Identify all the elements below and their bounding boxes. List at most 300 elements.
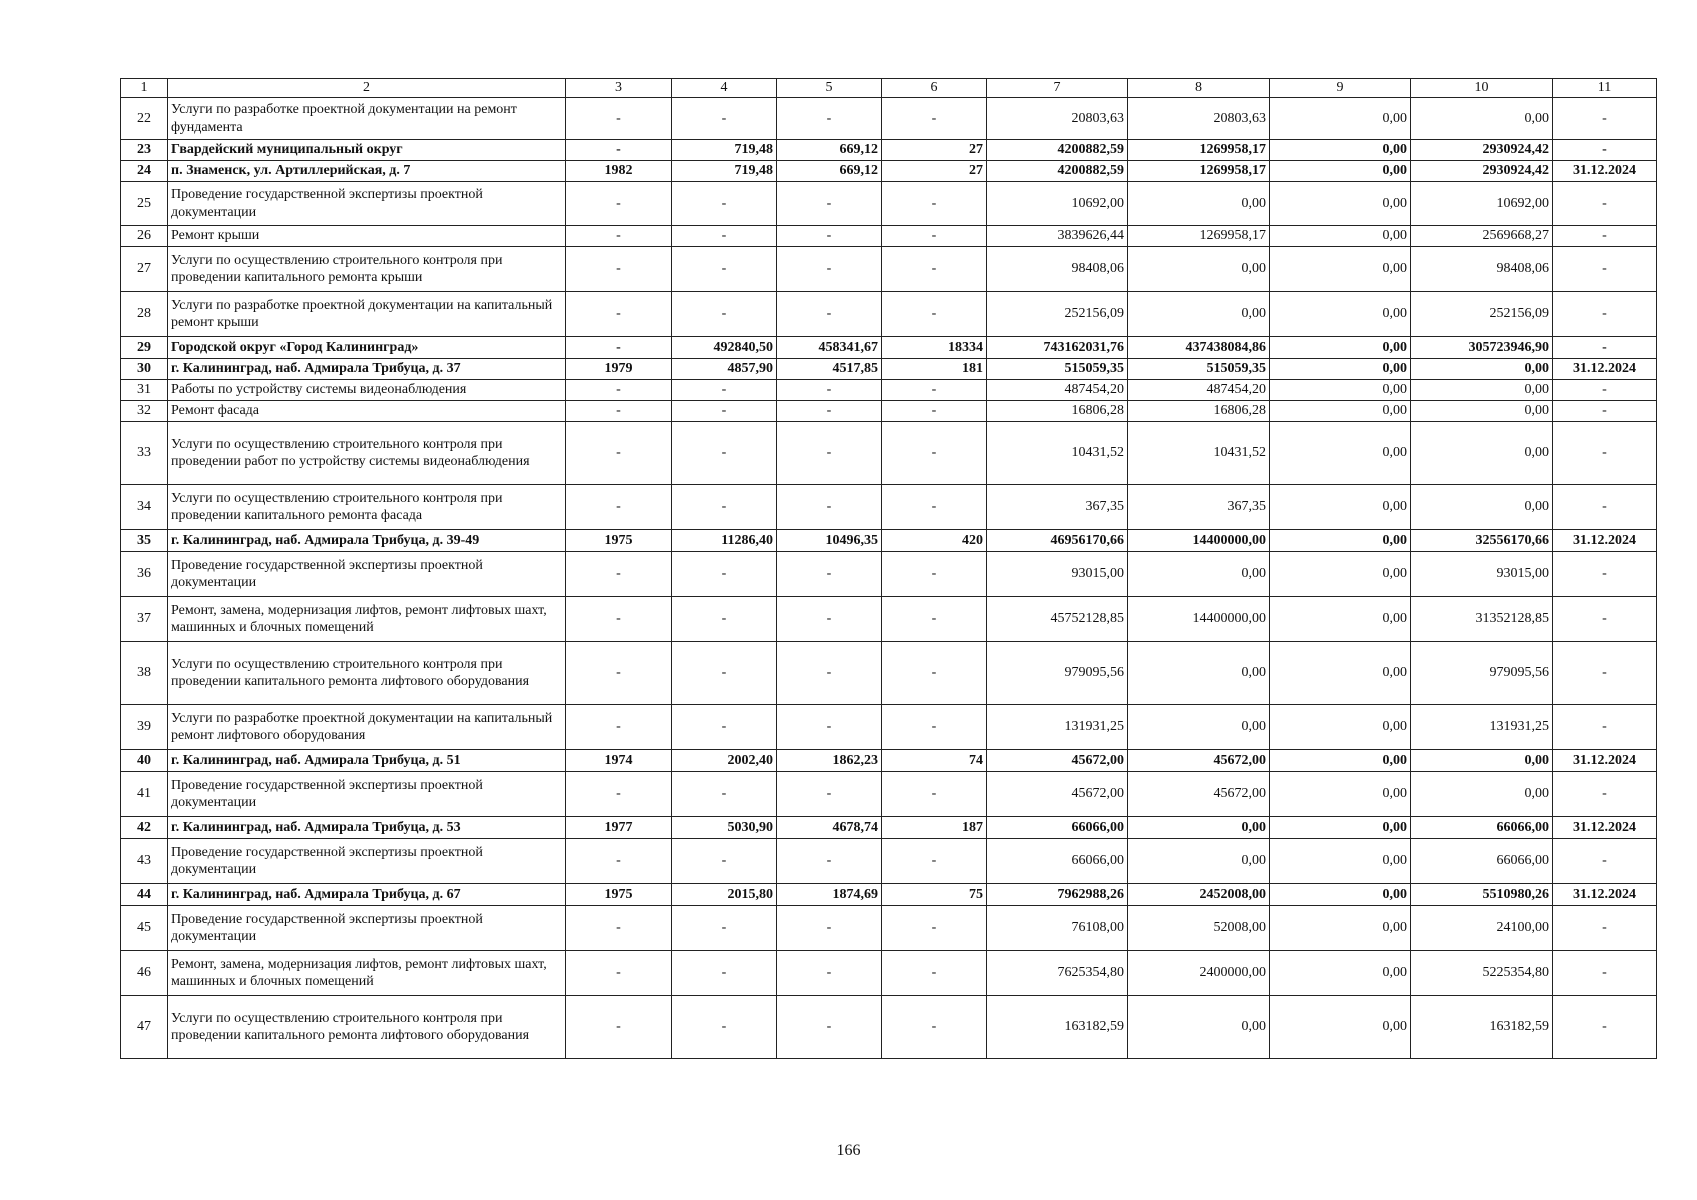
col4-cell: - [672, 597, 777, 642]
col5-cell: - [777, 422, 882, 485]
col8-cell: 437438084,86 [1128, 337, 1270, 359]
col8-cell: 45672,00 [1128, 750, 1270, 772]
row-number-cell: 40 [121, 750, 168, 772]
total-cost-cell: 16806,28 [987, 401, 1128, 422]
col8-cell: 0,00 [1128, 996, 1270, 1059]
col6-cell: 18334 [882, 337, 987, 359]
col6-cell: - [882, 98, 987, 140]
col10-cell: 32556170,66 [1411, 530, 1553, 552]
col9-cell: 0,00 [1270, 530, 1411, 552]
total-cost-cell: 45672,00 [987, 772, 1128, 817]
col8-cell: 52008,00 [1128, 906, 1270, 951]
row-number-cell: 32 [121, 401, 168, 422]
col9-cell: 0,00 [1270, 906, 1411, 951]
year-cell: - [566, 642, 672, 705]
col8-cell: 20803,63 [1128, 98, 1270, 140]
table-row [121, 337, 1657, 359]
col5-cell: 10496,35 [777, 530, 882, 552]
col4-cell: 11286,40 [672, 530, 777, 552]
row-number-cell: 42 [121, 817, 168, 839]
row-number-cell: 25 [121, 182, 168, 226]
work-name-cell: Гвардейский муниципальный округ [168, 140, 566, 161]
table-row [121, 906, 1657, 951]
row-number-cell: 45 [121, 906, 168, 951]
year-cell: - [566, 839, 672, 884]
col4-cell: - [672, 839, 777, 884]
col10-cell: 98408,06 [1411, 247, 1553, 292]
col9-cell: 0,00 [1270, 705, 1411, 750]
deadline-cell: - [1553, 951, 1657, 996]
year-cell: - [566, 140, 672, 161]
col8-cell: 0,00 [1128, 705, 1270, 750]
col8-cell: 14400000,00 [1128, 597, 1270, 642]
col10-cell: 252156,09 [1411, 292, 1553, 337]
col8-cell: 14400000,00 [1128, 530, 1270, 552]
col5-cell: - [777, 226, 882, 247]
col8-cell: 0,00 [1128, 247, 1270, 292]
col9-cell: 0,00 [1270, 817, 1411, 839]
col8-cell: 0,00 [1128, 642, 1270, 705]
deadline-cell: - [1553, 98, 1657, 140]
col6-cell: - [882, 226, 987, 247]
col9-cell: 0,00 [1270, 380, 1411, 401]
table-row [121, 380, 1657, 401]
year-cell: - [566, 380, 672, 401]
col5-cell: - [777, 951, 882, 996]
col10-cell: 979095,56 [1411, 642, 1553, 705]
col5-cell: - [777, 98, 882, 140]
col5-cell: - [777, 401, 882, 422]
col5-cell: - [777, 772, 882, 817]
table-row [121, 996, 1657, 1059]
col6-cell: - [882, 422, 987, 485]
year-cell: 1982 [566, 161, 672, 182]
col10-cell: 0,00 [1411, 359, 1553, 380]
work-name-cell: Проведение государственной экспертизы проектной документации [168, 906, 566, 951]
table-row [121, 247, 1657, 292]
row-number-cell: 38 [121, 642, 168, 705]
column-header: 11 [1553, 79, 1657, 98]
row-number-cell: 44 [121, 884, 168, 906]
deadline-cell: 31.12.2024 [1553, 359, 1657, 380]
col4-cell: 5030,90 [672, 817, 777, 839]
col4-cell: 719,48 [672, 161, 777, 182]
table-row [121, 161, 1657, 182]
work-name-cell: Работы по устройству системы видеонаблюдения [168, 380, 566, 401]
table-row [121, 772, 1657, 817]
year-cell: 1977 [566, 817, 672, 839]
deadline-cell: - [1553, 485, 1657, 530]
total-cost-cell: 487454,20 [987, 380, 1128, 401]
table-row [121, 817, 1657, 839]
table-row [121, 485, 1657, 530]
col9-cell: 0,00 [1270, 485, 1411, 530]
column-header: 2 [168, 79, 566, 98]
year-cell: - [566, 337, 672, 359]
col6-cell: - [882, 182, 987, 226]
col4-cell: - [672, 772, 777, 817]
work-name-cell: Услуги по осуществлению строительного контроля при проведении капитального ремонта крыши [168, 247, 566, 292]
col8-cell: 515059,35 [1128, 359, 1270, 380]
total-cost-cell: 515059,35 [987, 359, 1128, 380]
year-cell: 1979 [566, 359, 672, 380]
col10-cell: 31352128,85 [1411, 597, 1553, 642]
total-cost-cell: 3839626,44 [987, 226, 1128, 247]
work-name-cell: Городской округ «Город Калининград» [168, 337, 566, 359]
work-name-cell: Услуги по разработке проектной документации на капитальный ремонт лифтового оборудования [168, 705, 566, 750]
col4-cell: - [672, 380, 777, 401]
col9-cell: 0,00 [1270, 247, 1411, 292]
row-number-cell: 46 [121, 951, 168, 996]
total-cost-cell: 367,35 [987, 485, 1128, 530]
total-cost-cell: 252156,09 [987, 292, 1128, 337]
work-name-cell: Услуги по осуществлению строительного контроля при проведении капитального ремонта лифтового оборудования [168, 642, 566, 705]
works-table [120, 78, 1657, 1059]
year-cell: - [566, 247, 672, 292]
col8-cell: 0,00 [1128, 817, 1270, 839]
total-cost-cell: 45672,00 [987, 750, 1128, 772]
table-row [121, 530, 1657, 552]
year-cell: 1975 [566, 884, 672, 906]
column-header: 4 [672, 79, 777, 98]
deadline-cell: - [1553, 642, 1657, 705]
col4-cell: - [672, 951, 777, 996]
col6-cell: 27 [882, 161, 987, 182]
col4-cell: - [672, 401, 777, 422]
col10-cell: 131931,25 [1411, 705, 1553, 750]
col10-cell: 0,00 [1411, 401, 1553, 422]
total-cost-cell: 979095,56 [987, 642, 1128, 705]
col5-cell: 4678,74 [777, 817, 882, 839]
table-row [121, 401, 1657, 422]
col6-cell: - [882, 401, 987, 422]
col8-cell: 1269958,17 [1128, 140, 1270, 161]
total-cost-cell: 10692,00 [987, 182, 1128, 226]
table-row [121, 226, 1657, 247]
table-row [121, 705, 1657, 750]
col10-cell: 305723946,90 [1411, 337, 1553, 359]
col5-cell: - [777, 705, 882, 750]
work-name-cell: Проведение государственной экспертизы проектной документации [168, 839, 566, 884]
work-name-cell: Ремонт, замена, модернизация лифтов, ремонт лифтовых шахт, машинных и блочных помещений [168, 951, 566, 996]
col4-cell: - [672, 906, 777, 951]
year-cell: - [566, 401, 672, 422]
work-name-cell: Услуги по разработке проектной документации на капитальный ремонт крыши [168, 292, 566, 337]
table-row [121, 182, 1657, 226]
row-number-cell: 39 [121, 705, 168, 750]
total-cost-cell: 7962988,26 [987, 884, 1128, 906]
table-row [121, 552, 1657, 597]
col5-cell: 4517,85 [777, 359, 882, 380]
row-number-cell: 35 [121, 530, 168, 552]
table-row [121, 422, 1657, 485]
column-header: 8 [1128, 79, 1270, 98]
row-number-cell: 23 [121, 140, 168, 161]
deadline-cell: - [1553, 226, 1657, 247]
col8-cell: 16806,28 [1128, 401, 1270, 422]
col9-cell: 0,00 [1270, 359, 1411, 380]
year-cell: - [566, 98, 672, 140]
col10-cell: 2569668,27 [1411, 226, 1553, 247]
col6-cell: - [882, 292, 987, 337]
col6-cell: 27 [882, 140, 987, 161]
deadline-cell: - [1553, 422, 1657, 485]
col6-cell: 187 [882, 817, 987, 839]
total-cost-cell: 98408,06 [987, 247, 1128, 292]
work-name-cell: Услуги по разработке проектной документации на ремонт фундамента [168, 98, 566, 140]
deadline-cell: - [1553, 292, 1657, 337]
col4-cell: - [672, 552, 777, 597]
row-number-cell: 31 [121, 380, 168, 401]
total-cost-cell: 163182,59 [987, 996, 1128, 1059]
col4-cell: - [672, 182, 777, 226]
row-number-cell: 41 [121, 772, 168, 817]
table-row [121, 359, 1657, 380]
year-cell: - [566, 597, 672, 642]
col9-cell: 0,00 [1270, 642, 1411, 705]
col5-cell: 1862,23 [777, 750, 882, 772]
col4-cell: - [672, 226, 777, 247]
col6-cell: - [882, 705, 987, 750]
col5-cell: 669,12 [777, 161, 882, 182]
deadline-cell: 31.12.2024 [1553, 817, 1657, 839]
row-number-cell: 30 [121, 359, 168, 380]
col10-cell: 66066,00 [1411, 817, 1553, 839]
col5-cell: 669,12 [777, 140, 882, 161]
row-number-cell: 24 [121, 161, 168, 182]
col4-cell: 492840,50 [672, 337, 777, 359]
col8-cell: 2452008,00 [1128, 884, 1270, 906]
deadline-cell: - [1553, 552, 1657, 597]
total-cost-cell: 7625354,80 [987, 951, 1128, 996]
table-row [121, 839, 1657, 884]
col9-cell: 0,00 [1270, 839, 1411, 884]
work-name-cell: п. Знаменск, ул. Артиллерийская, д. 7 [168, 161, 566, 182]
col10-cell: 0,00 [1411, 422, 1553, 485]
work-name-cell: Проведение государственной экспертизы проектной документации [168, 772, 566, 817]
year-cell: - [566, 951, 672, 996]
col6-cell: - [882, 951, 987, 996]
col9-cell: 0,00 [1270, 161, 1411, 182]
work-name-cell: Ремонт крыши [168, 226, 566, 247]
work-name-cell: г. Калининград, наб. Адмирала Трибуца, д. 67 [168, 884, 566, 906]
total-cost-cell: 131931,25 [987, 705, 1128, 750]
row-number-cell: 33 [121, 422, 168, 485]
total-cost-cell: 20803,63 [987, 98, 1128, 140]
deadline-cell: 31.12.2024 [1553, 161, 1657, 182]
col10-cell: 0,00 [1411, 772, 1553, 817]
total-cost-cell: 4200882,59 [987, 140, 1128, 161]
col5-cell: - [777, 597, 882, 642]
total-cost-cell: 10431,52 [987, 422, 1128, 485]
col9-cell: 0,00 [1270, 140, 1411, 161]
deadline-cell: - [1553, 906, 1657, 951]
works-table-container [120, 78, 1656, 1059]
col9-cell: 0,00 [1270, 772, 1411, 817]
col6-cell: 181 [882, 359, 987, 380]
row-number-cell: 34 [121, 485, 168, 530]
deadline-cell: - [1553, 772, 1657, 817]
col5-cell: - [777, 292, 882, 337]
row-number-cell: 47 [121, 996, 168, 1059]
col10-cell: 2930924,42 [1411, 140, 1553, 161]
work-name-cell: г. Калининград, наб. Адмирала Трибуца, д. 39-49 [168, 530, 566, 552]
row-number-cell: 26 [121, 226, 168, 247]
col5-cell: 458341,67 [777, 337, 882, 359]
col10-cell: 163182,59 [1411, 996, 1553, 1059]
col4-cell: - [672, 485, 777, 530]
row-number-cell: 22 [121, 98, 168, 140]
col5-cell: - [777, 552, 882, 597]
work-name-cell: Проведение государственной экспертизы проектной документации [168, 182, 566, 226]
total-cost-cell: 45752128,85 [987, 597, 1128, 642]
col8-cell: 0,00 [1128, 839, 1270, 884]
work-name-cell: г. Калининград, наб. Адмирала Трибуца, д. 53 [168, 817, 566, 839]
col6-cell: - [882, 906, 987, 951]
col4-cell: - [672, 422, 777, 485]
table-row [121, 951, 1657, 996]
col9-cell: 0,00 [1270, 292, 1411, 337]
col4-cell: 719,48 [672, 140, 777, 161]
col6-cell: - [882, 772, 987, 817]
col6-cell: - [882, 247, 987, 292]
year-cell: 1974 [566, 750, 672, 772]
work-name-cell: Проведение государственной экспертизы проектной документации [168, 552, 566, 597]
col5-cell: - [777, 485, 882, 530]
row-number-cell: 28 [121, 292, 168, 337]
col8-cell: 0,00 [1128, 292, 1270, 337]
col4-cell: 4857,90 [672, 359, 777, 380]
col8-cell: 0,00 [1128, 182, 1270, 226]
year-cell: - [566, 226, 672, 247]
col6-cell: 420 [882, 530, 987, 552]
year-cell: - [566, 906, 672, 951]
total-cost-cell: 46956170,66 [987, 530, 1128, 552]
col9-cell: 0,00 [1270, 951, 1411, 996]
col4-cell: - [672, 292, 777, 337]
year-cell: - [566, 422, 672, 485]
total-cost-cell: 66066,00 [987, 817, 1128, 839]
column-number-row [121, 79, 1657, 98]
column-header: 1 [121, 79, 168, 98]
col6-cell: - [882, 839, 987, 884]
deadline-cell: - [1553, 140, 1657, 161]
col10-cell: 0,00 [1411, 380, 1553, 401]
deadline-cell: 31.12.2024 [1553, 530, 1657, 552]
deadline-cell: - [1553, 597, 1657, 642]
col10-cell: 66066,00 [1411, 839, 1553, 884]
col4-cell: 2015,80 [672, 884, 777, 906]
col9-cell: 0,00 [1270, 750, 1411, 772]
deadline-cell: 31.12.2024 [1553, 884, 1657, 906]
col9-cell: 0,00 [1270, 401, 1411, 422]
row-number-cell: 43 [121, 839, 168, 884]
year-cell: - [566, 292, 672, 337]
total-cost-cell: 4200882,59 [987, 161, 1128, 182]
page-number: 166 [836, 1142, 861, 1159]
col5-cell: - [777, 906, 882, 951]
col8-cell: 1269958,17 [1128, 226, 1270, 247]
table-row [121, 884, 1657, 906]
column-header: 7 [987, 79, 1128, 98]
total-cost-cell: 93015,00 [987, 552, 1128, 597]
year-cell: - [566, 772, 672, 817]
deadline-cell: - [1553, 247, 1657, 292]
deadline-cell: - [1553, 182, 1657, 226]
col5-cell: - [777, 996, 882, 1059]
col6-cell: - [882, 597, 987, 642]
column-header: 6 [882, 79, 987, 98]
total-cost-cell: 76108,00 [987, 906, 1128, 951]
col9-cell: 0,00 [1270, 884, 1411, 906]
table-row [121, 292, 1657, 337]
col10-cell: 2930924,42 [1411, 161, 1553, 182]
column-header: 5 [777, 79, 882, 98]
col10-cell: 5225354,80 [1411, 951, 1553, 996]
col9-cell: 0,00 [1270, 182, 1411, 226]
col9-cell: 0,00 [1270, 996, 1411, 1059]
year-cell: - [566, 182, 672, 226]
col5-cell: - [777, 247, 882, 292]
col9-cell: 0,00 [1270, 552, 1411, 597]
col6-cell: - [882, 642, 987, 705]
col8-cell: 487454,20 [1128, 380, 1270, 401]
col4-cell: - [672, 705, 777, 750]
col6-cell: - [882, 380, 987, 401]
table-row [121, 597, 1657, 642]
col9-cell: 0,00 [1270, 422, 1411, 485]
col4-cell: - [672, 98, 777, 140]
deadline-cell: - [1553, 996, 1657, 1059]
work-name-cell: г. Калининград, наб. Адмирала Трибуца, д. 51 [168, 750, 566, 772]
col6-cell: - [882, 996, 987, 1059]
deadline-cell: 31.12.2024 [1553, 750, 1657, 772]
year-cell: 1975 [566, 530, 672, 552]
col5-cell: 1874,69 [777, 884, 882, 906]
row-number-cell: 37 [121, 597, 168, 642]
work-name-cell: Ремонт, замена, модернизация лифтов, ремонт лифтовых шахт, машинных и блочных помещений [168, 597, 566, 642]
table-row [121, 750, 1657, 772]
col10-cell: 0,00 [1411, 750, 1553, 772]
col8-cell: 367,35 [1128, 485, 1270, 530]
col4-cell: - [672, 247, 777, 292]
deadline-cell: - [1553, 380, 1657, 401]
table-body [121, 98, 1657, 1059]
work-name-cell: Услуги по осуществлению строительного контроля при проведении капитального ремонта фасада [168, 485, 566, 530]
col9-cell: 0,00 [1270, 597, 1411, 642]
col6-cell: 74 [882, 750, 987, 772]
deadline-cell: - [1553, 337, 1657, 359]
column-header: 10 [1411, 79, 1553, 98]
col8-cell: 1269958,17 [1128, 161, 1270, 182]
col9-cell: 0,00 [1270, 226, 1411, 247]
total-cost-cell: 66066,00 [987, 839, 1128, 884]
col10-cell: 10692,00 [1411, 182, 1553, 226]
row-number-cell: 27 [121, 247, 168, 292]
col5-cell: - [777, 182, 882, 226]
column-header: 9 [1270, 79, 1411, 98]
col4-cell: - [672, 642, 777, 705]
col8-cell: 10431,52 [1128, 422, 1270, 485]
year-cell: - [566, 996, 672, 1059]
row-number-cell: 36 [121, 552, 168, 597]
table-row [121, 642, 1657, 705]
row-number-cell: 29 [121, 337, 168, 359]
col4-cell: - [672, 996, 777, 1059]
col6-cell: - [882, 485, 987, 530]
work-name-cell: г. Калининград, наб. Адмирала Трибуца, д. 37 [168, 359, 566, 380]
col5-cell: - [777, 839, 882, 884]
